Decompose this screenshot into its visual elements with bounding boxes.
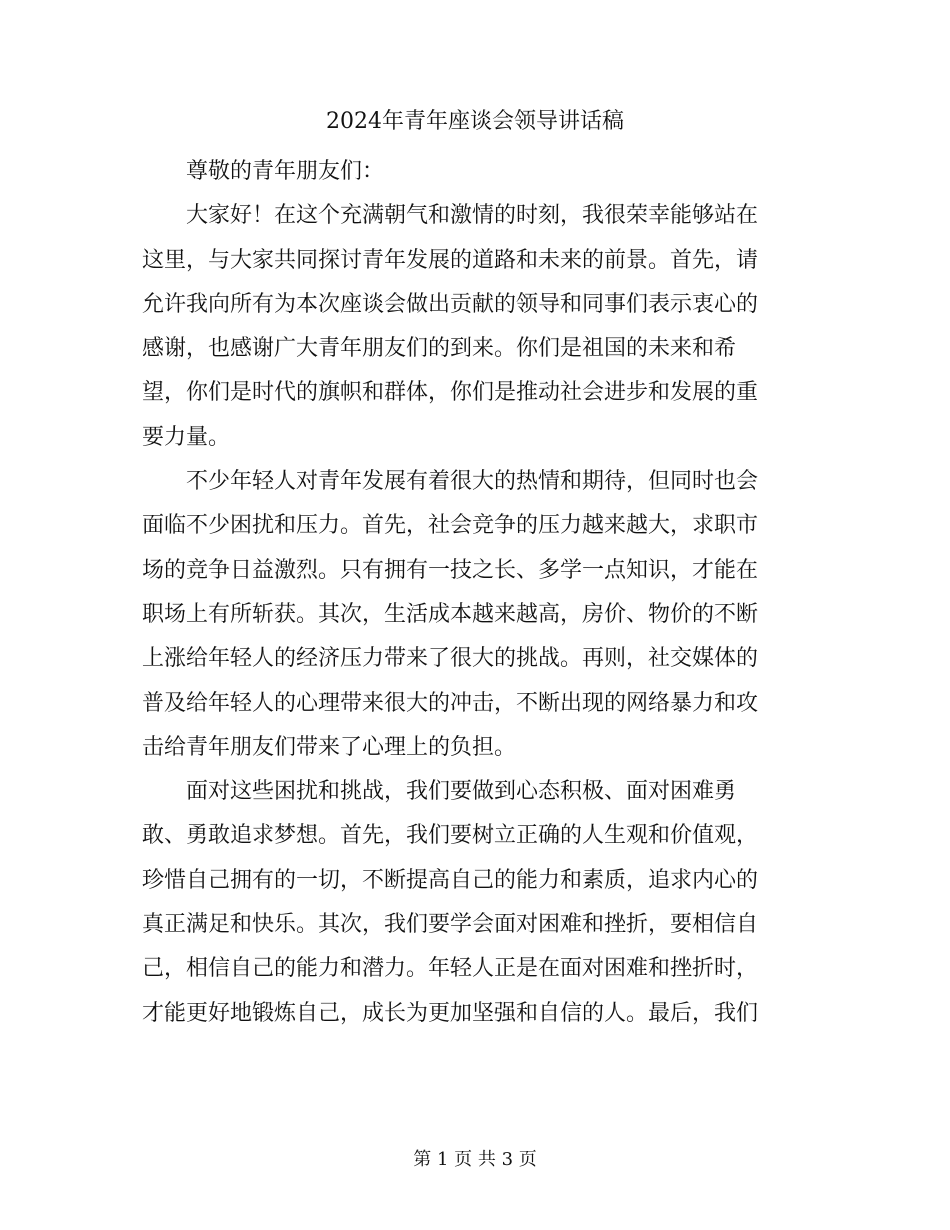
text-line: 敢、勇敢追求梦想。首先，我们要树立正确的人生观和价值观， — [142, 823, 759, 849]
page-number-footer: 第 1 页 共 3 页 — [413, 1149, 537, 1170]
text-line: 上涨给年轻人的经济压力带来了很大的挑战。再则，社交媒体的 — [142, 646, 759, 672]
text-line: 大家好！在这个充满朝气和激情的时刻，我很荣幸能够站在 — [186, 203, 759, 229]
text-line: 珍惜自己拥有的一切，不断提高自己的能力和素质，追求内心的 — [142, 867, 759, 893]
text-line: 己，相信自己的能力和潜力。年轻人正是在面对困难和挫折时， — [142, 956, 759, 982]
text-line: 才能更好地锻炼自己，成长为更加坚强和自信的人。最后，我们 — [142, 1000, 759, 1026]
paragraph-2 — [142, 460, 814, 770]
text-line: 尊敬的青年朋友们： — [186, 159, 385, 184]
document-title: 2024年青年座谈会领导讲话稿 — [326, 109, 624, 134]
paragraph-1 — [142, 194, 814, 460]
text-line: 面对这些困扰和挑战，我们要做到心态积极、面对困难勇 — [186, 779, 737, 805]
text-line: 允许我向所有为本次座谈会做出贡献的领导和同事们表示衷心的 — [142, 291, 759, 317]
text-line: 职场上有所斩获。其次，生活成本越来越高，房价、物价的不断 — [142, 601, 759, 627]
text-line: 这里，与大家共同探讨青年发展的道路和未来的前景。首先，请 — [142, 247, 759, 273]
text-line: 普及给年轻人的心理带来很大的冲击，不断出现的网络暴力和攻 — [142, 690, 759, 716]
text-line: 面临不少困扰和压力。首先，社会竞争的压力越来越大，求职市 — [142, 513, 759, 539]
document-body — [142, 150, 814, 1036]
text-line: 场的竞争日益激烈。只有拥有一技之长、多学一点知识，才能在 — [142, 557, 759, 583]
text-line: 望，你们是时代的旗帜和群体，你们是推动社会进步和发展的重 — [142, 380, 759, 406]
paragraph-3 — [142, 770, 814, 1036]
text-line: 真正满足和快乐。其次，我们要学会面对困难和挫折，要相信自 — [142, 912, 759, 938]
salutation — [142, 150, 814, 194]
text-line: 要力量。 — [142, 424, 231, 450]
text-line: 击给青年朋友们带来了心理上的负担。 — [142, 734, 517, 760]
text-line: 不少年轻人对青年发展有着很大的热情和期待，但同时也会 — [186, 469, 759, 495]
text-line: 感谢，也感谢广大青年朋友们的到来。你们是祖国的未来和希 — [142, 336, 737, 362]
